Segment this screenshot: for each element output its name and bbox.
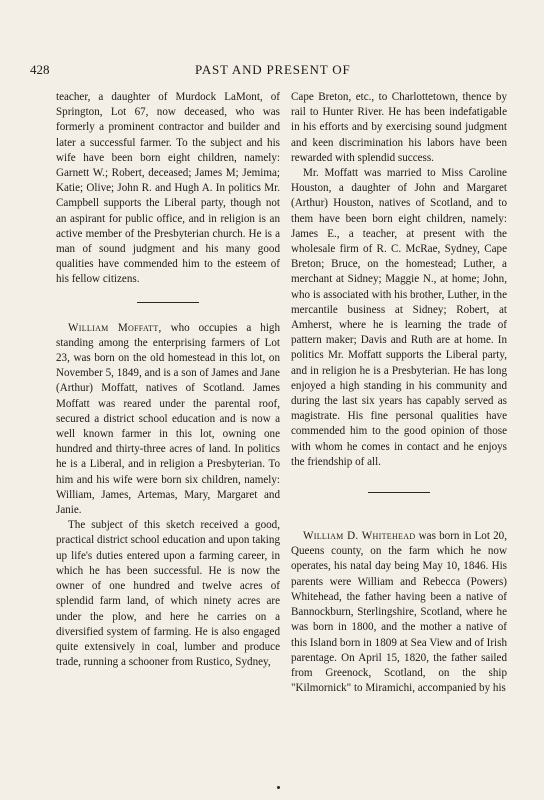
- paragraph-moffatt-family: Mr. Moffatt was married to Miss Caroline Houston, a daughter of John and Margaret (Arthur) Houston, natives of Scotland, and to them have been born eight children, namely: James E., a teacher, at present with the wholesale firm of R. C. McRae, Sydney, Cape Breton; Bruce, on the homestead; Luther, a merchant at Sidney; Maggie N., at home; John, who is associated with his brother, Luther, in the mercantile business at Sidney; Robert, at Amherst, where he is learning the trade of pattern maker; Davis and Ruth are at home. In politics Mr. Moffatt supports the Liberal party, and in religion he is a Presbyterian. He has long enjoyed a high standing in his community and during the last six years has capably served as magistrate. His fine personal qualities have commended him to the good opinion of those with whom he comes in contact and he enjoys the friendship of all.: [291, 167, 507, 468]
- page-mark: [277, 786, 280, 789]
- page-number: 428: [30, 62, 50, 77]
- paragraph-moffatt-intro: [56, 321, 280, 519]
- left-column: [56, 90, 280, 670]
- right-column: [291, 90, 507, 696]
- subject-name-moffatt: William Moffatt,: [68, 321, 162, 334]
- running-title: PAST AND PRESENT OF: [195, 62, 351, 77]
- paragraph-whitehead-intro: [291, 529, 507, 696]
- paragraph-whitehead-intro-text: was born in Lot 20, Queens county, on the farm which he now operates, his natal day being May 10, 1846. His parents were William and Rebecca (Powers) Whitehead, the father having been a native of Bannockburn, Sterlingshire, Scotland, where he was born in 1800, and the mother a native of this Island born in 1809 at Sea View and of Irish parentage. On April 15, 1820, the father sailed from Greenock, Scotland, on the ship "Kilmornick" to Miramichi, accompanied by his: [291, 530, 508, 695]
- subject-name-whitehead: William D. Whitehead: [303, 530, 416, 543]
- paragraph-moffatt-intro-text: who occupies a high standing among the enterprising farmers of Lot 23, was born on the old homestead in this lot, on November 5, 1849, and is a son of James and Jane (Arthur) Moffatt, natives of Scotland. James Moffatt was reared under the parental roof, secured a district school education and is now a well known farmer in this lot, owning one hundred and thirty-three acres of land. In politics he is a Liberal, and in religion a Presbyterian. To him and his wife were born six children, namely: William, James, Artemas, Mary, Margaret and Janie.: [56, 321, 280, 517]
- section-divider: [368, 492, 430, 493]
- paragraph-moffatt-career: The subject of this sketch received a good, practical district school education and upon taking up life's duties entered upon a farming career, in which he has been successful. He is now the owner of one hundred and twelve acres of splendid farm land, of which ninety acres are under the plow, and here he carries on a diversified system of farming. He is also engaged quite extensively in coal, lumber and produce trade, running a schooner from Rustico, Sydney,: [56, 519, 280, 669]
- paragraph-campbell-continued: teacher, a daughter of Murdock LaMont, of Springton, Lot 67, now deceased, who was formerly a prominent contractor and builder and later a successful farmer. To the subject and his wife have been born eight children, namely: Garnett W.; Robert, deceased; James M; Jemima; Katie; Olive; John R. and Hugh A. In politics Mr. Campbell supports the Liberal party, though not an aspirant for public office, and in religion is an active member of the Presbyterian church. He is a man of sound judgment and his many good qualities have commended him to the esteem of his fellow citizens.: [56, 91, 280, 286]
- section-divider: [137, 302, 199, 303]
- paragraph-moffatt-continued: Cape Breton, etc., to Charlottetown, thence by rail to Hunter River. He has been indefatigable in his efforts and by exercising sound judgment and keen discrimination his labors have been rewarded with splendid success.: [291, 91, 507, 164]
- page-header: [30, 62, 520, 80]
